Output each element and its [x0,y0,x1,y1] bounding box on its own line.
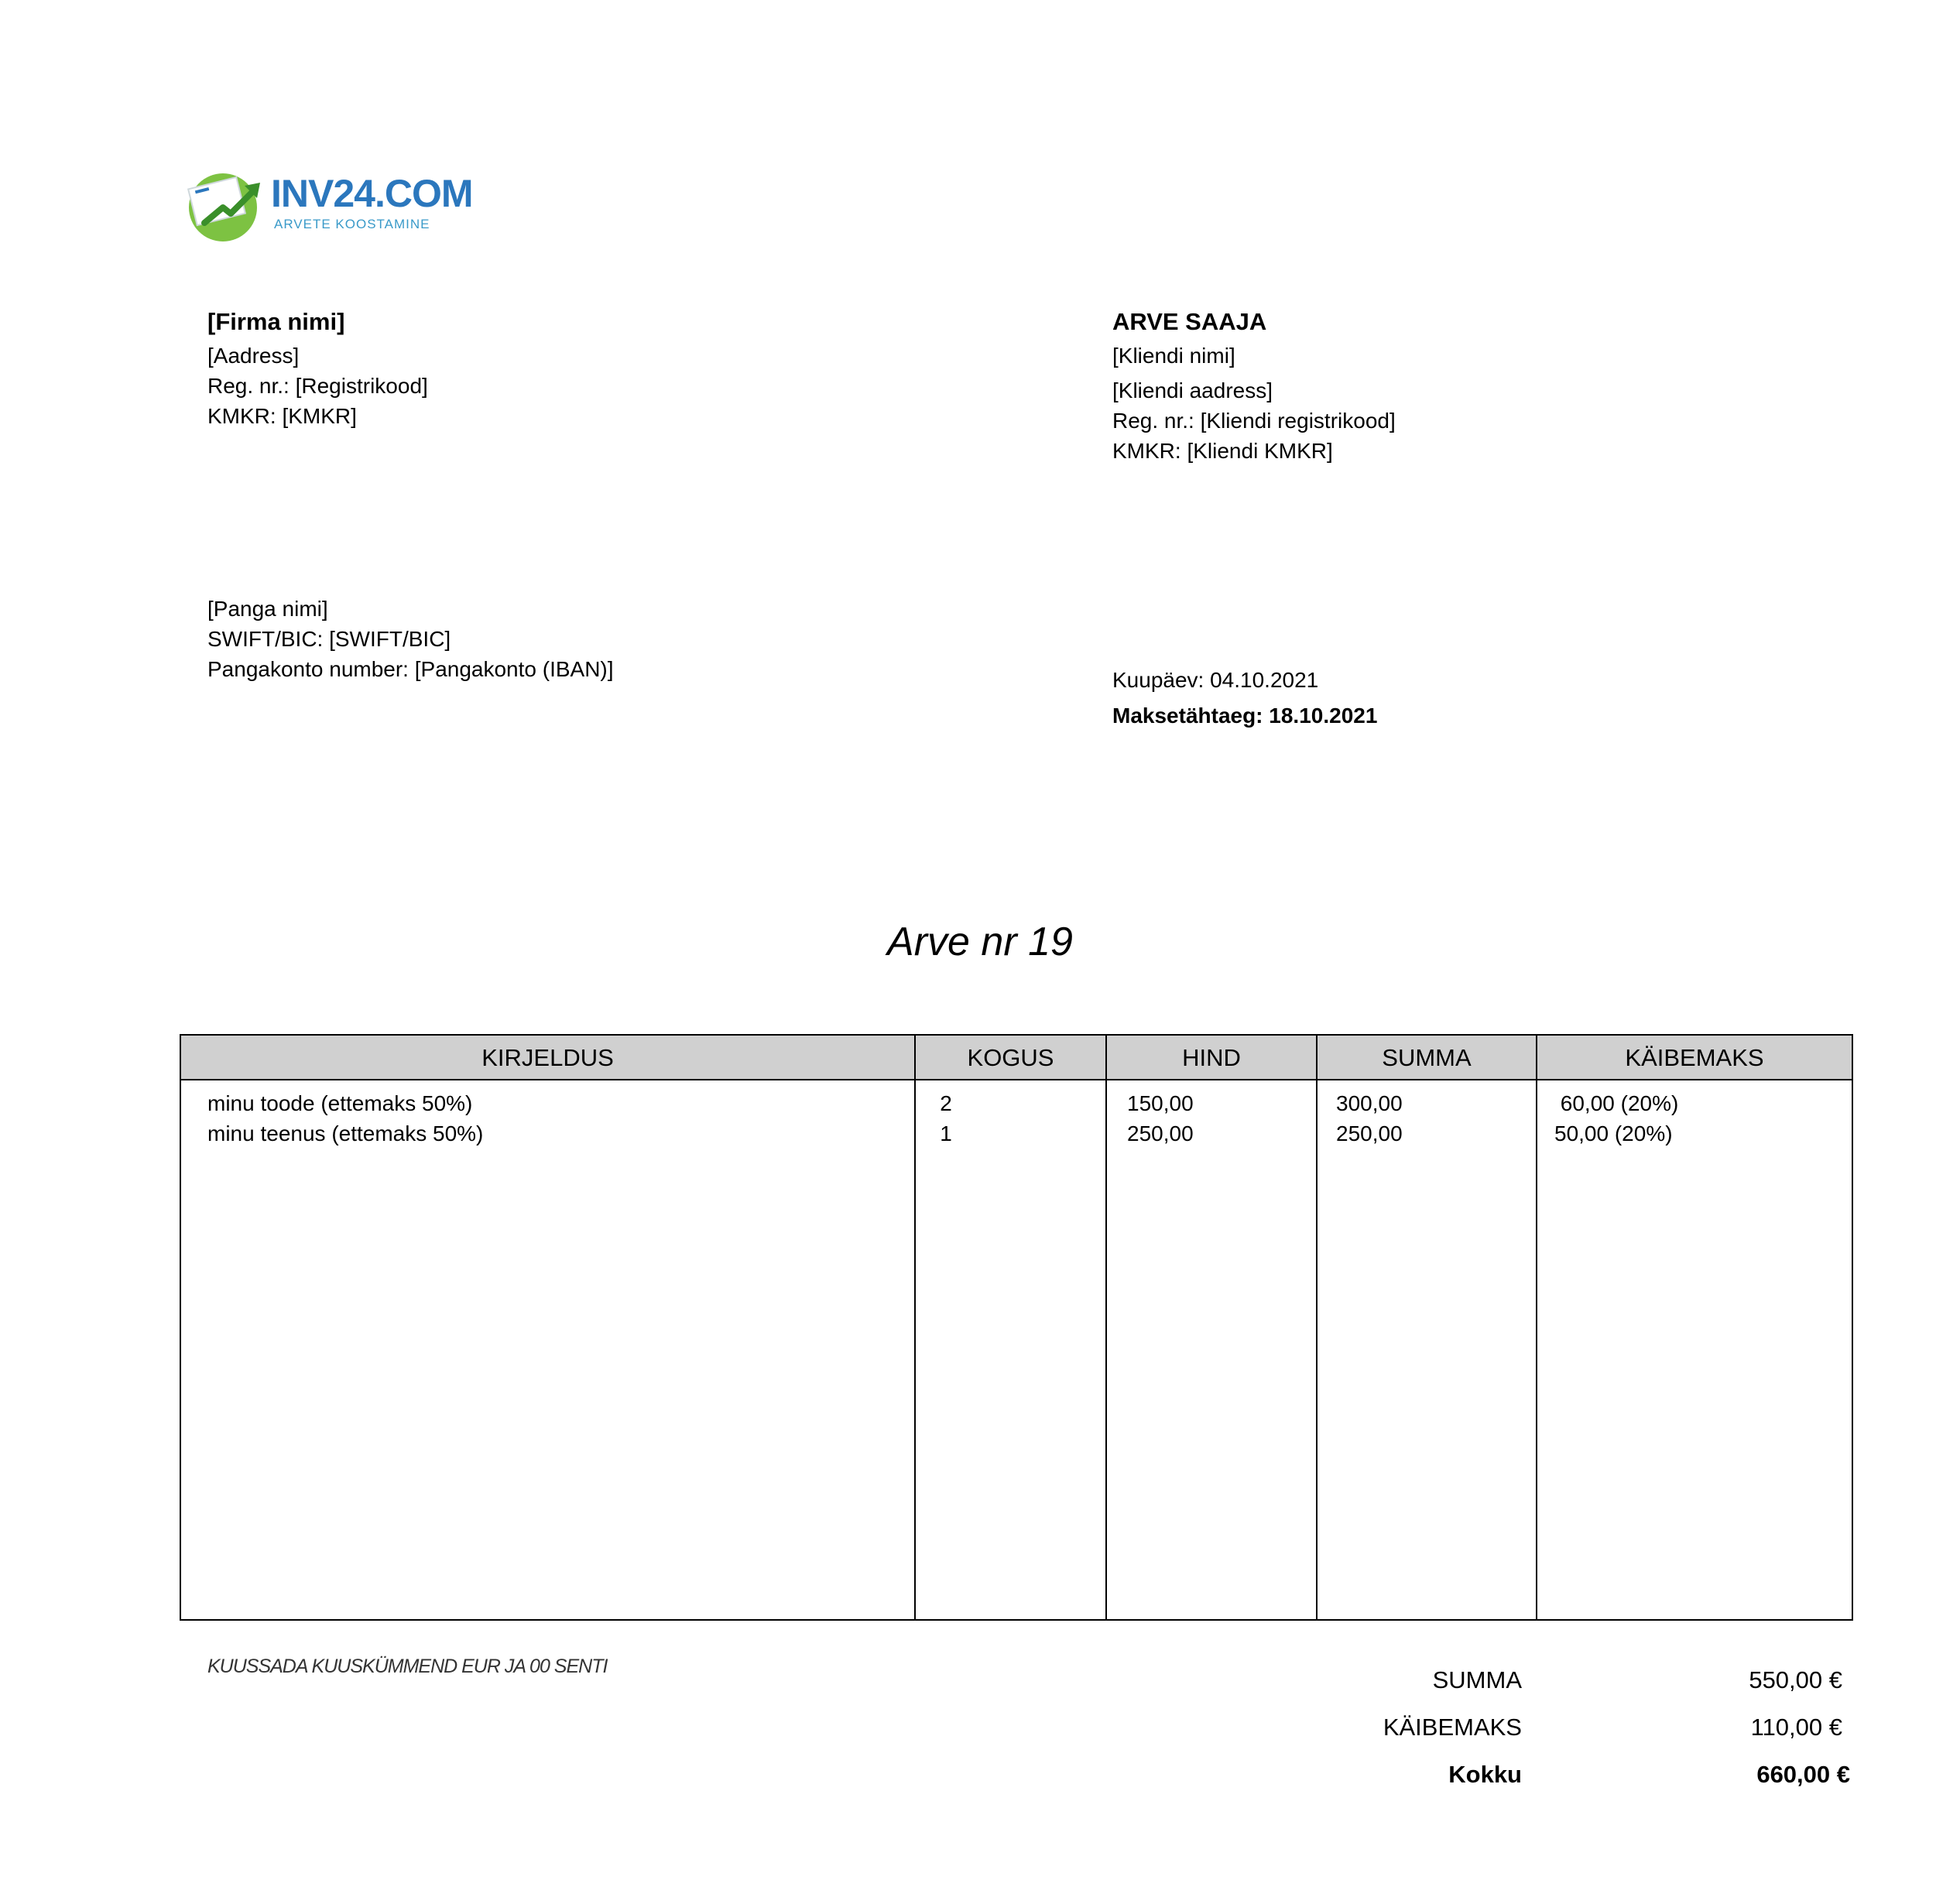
logo-subtitle: ARVETE KOOSTAMINE [274,217,430,231]
grand-total-value: 660,00 € [1756,1761,1850,1788]
bank-name: [Panga nimi] [207,597,328,621]
bank-swift: SWIFT/BIC: [SWIFT/BIC] [207,627,451,651]
row-sum: 250,00 [1336,1121,1403,1145]
header-vat: KÄIBEMAKS [1625,1044,1764,1071]
recipient-kmkr: KMKR: [Kliendi KMKR] [1112,439,1333,463]
recipient-reg: Reg. nr.: [Kliendi registrikood] [1112,409,1396,433]
header-sum: SUMMA [1382,1044,1472,1071]
seller-kmkr: KMKR: [KMKR] [207,404,357,428]
amount-in-words: KUUSSADA KUUSKÜMMEND EUR JA 00 SENTI [207,1656,608,1677]
grand-total-label: Kokku [1448,1761,1522,1788]
logo-title: INV24.COM [271,172,473,215]
total-vat-label: KÄIBEMAKS [1383,1714,1522,1741]
row-description: minu toode (ettemaks 50%) [207,1091,473,1115]
invoice-date: Kuupäev: 04.10.2021 [1112,668,1319,692]
table-row [181,1088,1852,1118]
header-description: KIRJELDUS [481,1044,614,1071]
total-sum-value: 550,00 € [1749,1666,1842,1693]
items-table [180,1034,1853,1621]
total-vat-value: 110,00 € [1750,1714,1842,1741]
row-price: 250,00 [1127,1121,1194,1145]
company-logo [183,167,473,245]
row-quantity: 1 [940,1121,952,1145]
seller-address: [Aadress] [207,344,300,368]
row-price: 150,00 [1127,1091,1194,1115]
due-date: Maksetähtaeg: 18.10.2021 [1112,704,1378,728]
recipient-heading: ARVE SAAJA [1112,308,1267,335]
logo-icon [183,167,268,245]
recipient-address: [Kliendi aadress] [1112,378,1273,402]
recipient-name: [Kliendi nimi] [1112,344,1235,368]
row-vat: 50,00 (20%) [1554,1121,1673,1145]
invoice-title: Arve nr 19 [887,919,1073,964]
row-sum: 300,00 [1336,1091,1403,1115]
seller-name: [Firma nimi] [207,308,345,335]
row-vat: 60,00 (20%) [1554,1091,1679,1115]
table-row [181,1118,1852,1149]
row-description: minu teenus (ettemaks 50%) [207,1121,484,1145]
header-quantity: KOGUS [967,1044,1054,1071]
total-sum-label: SUMMA [1432,1666,1522,1693]
row-quantity: 2 [940,1091,952,1115]
header-price: HIND [1182,1044,1241,1071]
bank-account: Pangakonto number: [Pangakonto (IBAN)] [207,657,614,681]
seller-reg: Reg. nr.: [Registrikood] [207,374,428,398]
